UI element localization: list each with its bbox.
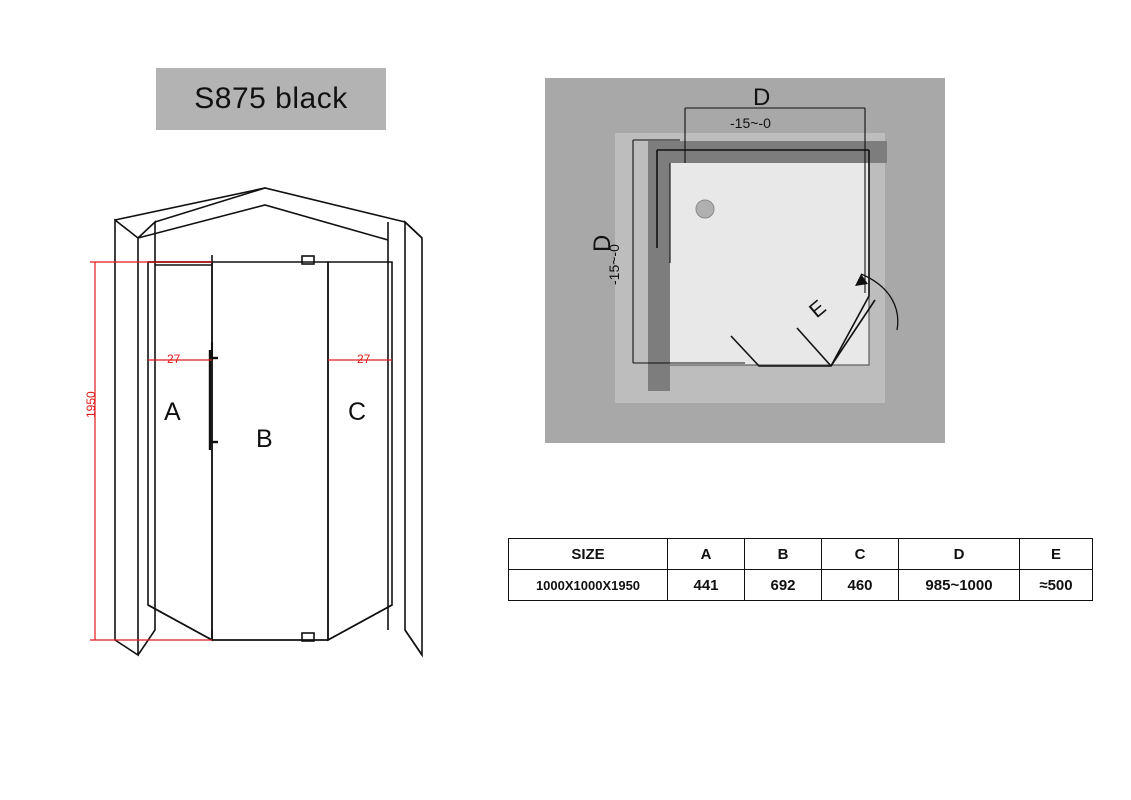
- table-cell-size: 1000X1000X1950: [509, 570, 668, 601]
- table-header-size: SIZE: [509, 539, 668, 570]
- table-cell-e: ≈500: [1020, 570, 1093, 601]
- table-header-e: E: [1020, 539, 1093, 570]
- plan-tolerance-left: -15~-0: [606, 244, 622, 285]
- table-cell-b: 692: [745, 570, 822, 601]
- table-cell-c: 460: [822, 570, 899, 601]
- product-title: S875 black: [194, 82, 348, 115]
- plan-label-e: E: [805, 295, 831, 323]
- table-header-c: C: [822, 539, 899, 570]
- dim-height: 1950: [84, 391, 98, 418]
- dim-right-gap: 27: [357, 352, 371, 366]
- plan-view: [545, 78, 945, 443]
- elevation-label-b: B: [256, 425, 273, 453]
- elevation-view: [60, 160, 480, 660]
- plan-label-d-left: D: [589, 234, 616, 252]
- table-header-row: [509, 539, 1093, 570]
- table-cell-a: 441: [668, 570, 745, 601]
- table-row: [509, 570, 1093, 601]
- table-header-d: D: [899, 539, 1020, 570]
- size-table: [508, 538, 1093, 601]
- dim-left-gap: 27: [167, 352, 181, 366]
- plan-label-d-top: D: [753, 84, 771, 111]
- elevation-label-a: A: [164, 398, 181, 426]
- elevation-label-c: C: [348, 398, 367, 426]
- product-title-box: [156, 68, 386, 130]
- plan-tolerance-top: -15~-0: [730, 115, 771, 131]
- table-header-b: B: [745, 539, 822, 570]
- table-header-a: A: [668, 539, 745, 570]
- table-cell-d: 985~1000: [899, 570, 1020, 601]
